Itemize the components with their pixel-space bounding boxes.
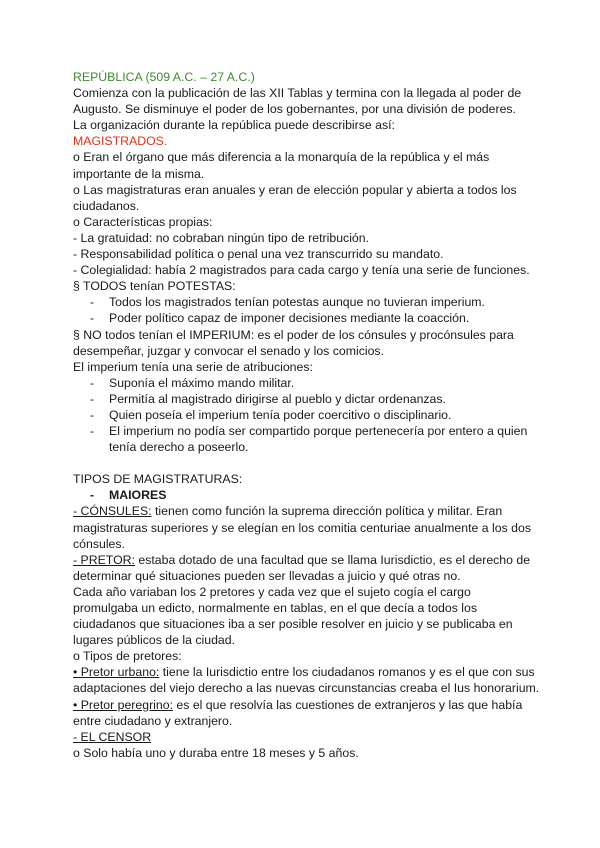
pretor-urbano-label: • Pretor urbano:	[73, 665, 160, 680]
imperium-item: - Permitía al magistrado dirigirse al pueblo y dictar ordenanzas.	[73, 391, 533, 407]
imperium-item: - Suponía el máximo mando militar.	[73, 375, 533, 391]
potestas-item: - Poder político capaz de imponer decisiones mediante la coacción.	[73, 310, 533, 326]
pretor-urbano-paragraph	[73, 664, 543, 696]
tipos-heading: TIPOS DE MAGISTRATURAS:	[73, 472, 243, 487]
section-heading-magistrados: MAGISTRADOS.	[73, 134, 168, 149]
mag-point: o Características propias:	[73, 214, 213, 229]
intro-paragraph: Comienza con la publicación de las XII Tablas y termina con la llegada al poder de Augusto. Se disminuye el poder de los gobernantes, por una división de poderes.	[73, 86, 522, 117]
imperium-paragraph: § NO todos tenían el IMPERIUM: es el poder de los cónsules y procónsules para desempeñar, juzgar y convocar el senado y los comicios.	[73, 327, 514, 358]
spacer	[73, 455, 533, 471]
tipos-pretores: o Tipos de pretores:	[73, 649, 182, 664]
pretor-paragraph	[73, 552, 543, 584]
mag-point: § TODOS tenían POTESTAS:	[73, 279, 236, 294]
pretor-label: - PRETOR:	[73, 552, 135, 567]
pretor-peregrino-label: • Pretor peregrino:	[73, 697, 173, 712]
mag-point: - Colegialidad: había 2 magistrados para cada cargo y tenía una serie de funciones.	[73, 263, 530, 278]
pretor-peregrino-text: es el que resolvía las cuestiones de extranjeros y las que había entre ciudadano y extranjero.	[73, 697, 523, 728]
censor-heading	[73, 729, 533, 745]
imperium-intro: El imperium tenía una serie de atribuciones:	[73, 359, 313, 374]
pretor-text: estaba dotado de una facultad que se llama Iurisdictio, es el derecho de determinar qué situaciones pueden ser llevadas a juicio y qué otras no.	[73, 552, 531, 583]
imperium-item: - Quien poseía el imperium tenía poder coercitivo o disciplinario.	[73, 407, 533, 423]
mag-point: o Las magistraturas eran anuales y eran de elección popular y abierta a todos los ciudadanos.	[73, 182, 517, 213]
pretor-urbano-text: tiene la Iurisdictio entre los ciudadanos romanos y es el que con sus adaptaciones del viejo derecho a las nuevas circunstancias creaba el Ius honorarium.	[73, 665, 540, 696]
consules-text: tienen como función la suprema dirección política y militar. Eran magistraturas superiores y se elegían en los comitia centuriae anualmente a los dos cónsules.	[73, 504, 531, 551]
maiores-heading: - MAIORES	[73, 487, 533, 503]
pretor-edict-paragraph: Cada año variaban los 2 pretores y cada vez que el sujeto cogía el cargo promulgaba un edicto, normalmente en tablas, en el que decía a todos los ciudadanos que situaciones iba a ser posible resolver en juicio y se publicaba en lugares públicos de la ciudad.	[73, 584, 513, 648]
document-page	[73, 69, 540, 761]
censor-label: - EL CENSOR	[73, 729, 152, 744]
imperium-item: - El imperium no podía ser compartido porque pertenecería por entero a quien tenía derecho a poseerlo.	[73, 423, 533, 455]
pretor-peregrino-paragraph	[73, 697, 533, 729]
potestas-item: - Todos los magistrados tenían potestas aunque no tuvieran imperium.	[73, 294, 533, 310]
section-heading-republica: REPÚBLICA (509 A.C. – 27 A.C.)	[73, 70, 255, 84]
censor-text: o Solo había uno y duraba entre 18 meses y 5 años.	[73, 745, 359, 760]
consules-label: - CÓNSULES:	[73, 504, 152, 519]
mag-point: - Responsabilidad política o penal una vez transcurrido su mandato.	[73, 247, 444, 262]
consules-paragraph	[73, 503, 533, 551]
mag-point: - La gratuidad: no cobraban ningún tipo de retribución.	[73, 230, 370, 245]
mag-point: o Eran el órgano que más diferencia a la monarquía de la república y el más importante de la misma.	[73, 150, 490, 181]
intro-organization: La organización durante la república puede describirse así:	[73, 118, 395, 133]
